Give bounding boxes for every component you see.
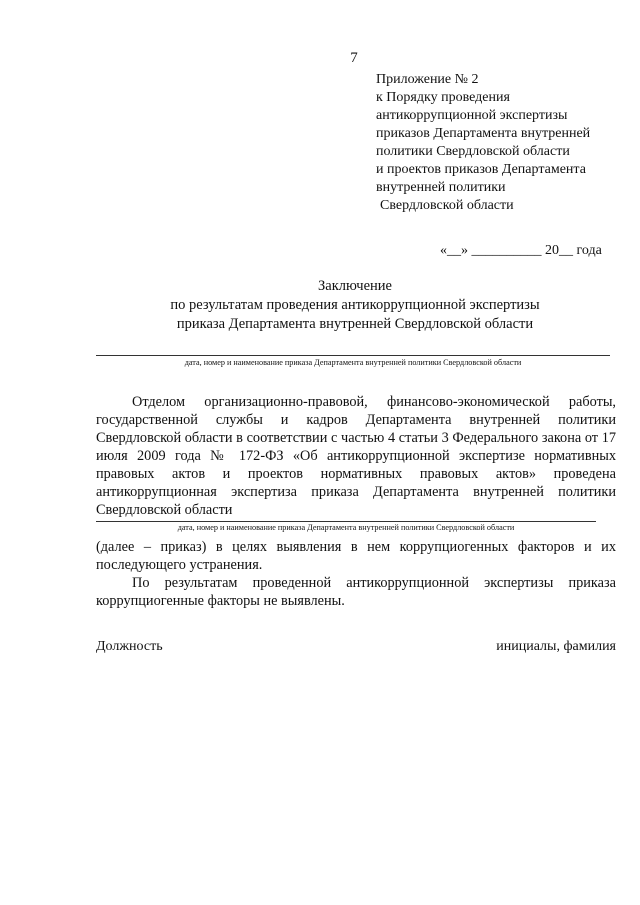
page-number: 7	[350, 50, 358, 66]
appendix-line: антикоррупционной экспертизы	[376, 108, 568, 123]
paragraph-text: Отделом организационно-правовой, финансово-экономической работы, государственной службы и кадров Департамента внутренней политики Свердловской области в соответствии с частью 4 статьи 3 Федерального закона от 17 июля 2009 года № 172-ФЗ «Об антикоррупционной экспертизе нормативных правовых актов и проектов нормативных правовых актов» проведена антикоррупционная экспертиза приказа Департамента внутренней политики Свердловской области	[96, 394, 616, 518]
fill-in-line	[96, 521, 596, 522]
signature-position: Должность	[96, 639, 163, 654]
body-paragraph	[96, 393, 616, 519]
appendix-line: политики Свердловской области	[376, 144, 570, 159]
paragraph-text: (далее – приказ) в целях выявления в нем коррупциогенных факторов и их последующего устранения.	[96, 539, 616, 573]
title-line: Заключение	[318, 278, 392, 294]
fill-in-caption: дата, номер и наименование приказа Департамента внутренней политики Свердловской области	[177, 523, 515, 532]
fill-in-caption: дата, номер и наименование приказа Департамента внутренней политики Свердловской области	[184, 358, 522, 367]
appendix-header	[376, 71, 636, 215]
fill-in-line	[96, 355, 610, 356]
appendix-line: Свердловской области	[380, 198, 514, 213]
body-paragraph	[96, 538, 616, 610]
appendix-line: внутренней политики	[376, 180, 506, 195]
paragraph-text: По результатам проведенной антикоррупционной экспертизы приказа коррупциогенные факторы не выявлены.	[96, 575, 616, 609]
appendix-line: к Порядку проведения	[376, 90, 510, 105]
signature-name: инициалы, фамилия	[496, 639, 616, 654]
title-line: по результатам проведения антикоррупционной экспертизы	[170, 297, 540, 313]
date-line: «__» __________ 20__ года	[440, 243, 602, 258]
title-line: приказа Департамента внутренней Свердловской области	[176, 316, 534, 332]
appendix-line: приказов Департамента внутренней	[376, 126, 591, 141]
document-title	[100, 277, 610, 334]
appendix-line: Приложение № 2	[376, 72, 479, 87]
appendix-line: и проектов приказов Департамента	[376, 162, 586, 177]
